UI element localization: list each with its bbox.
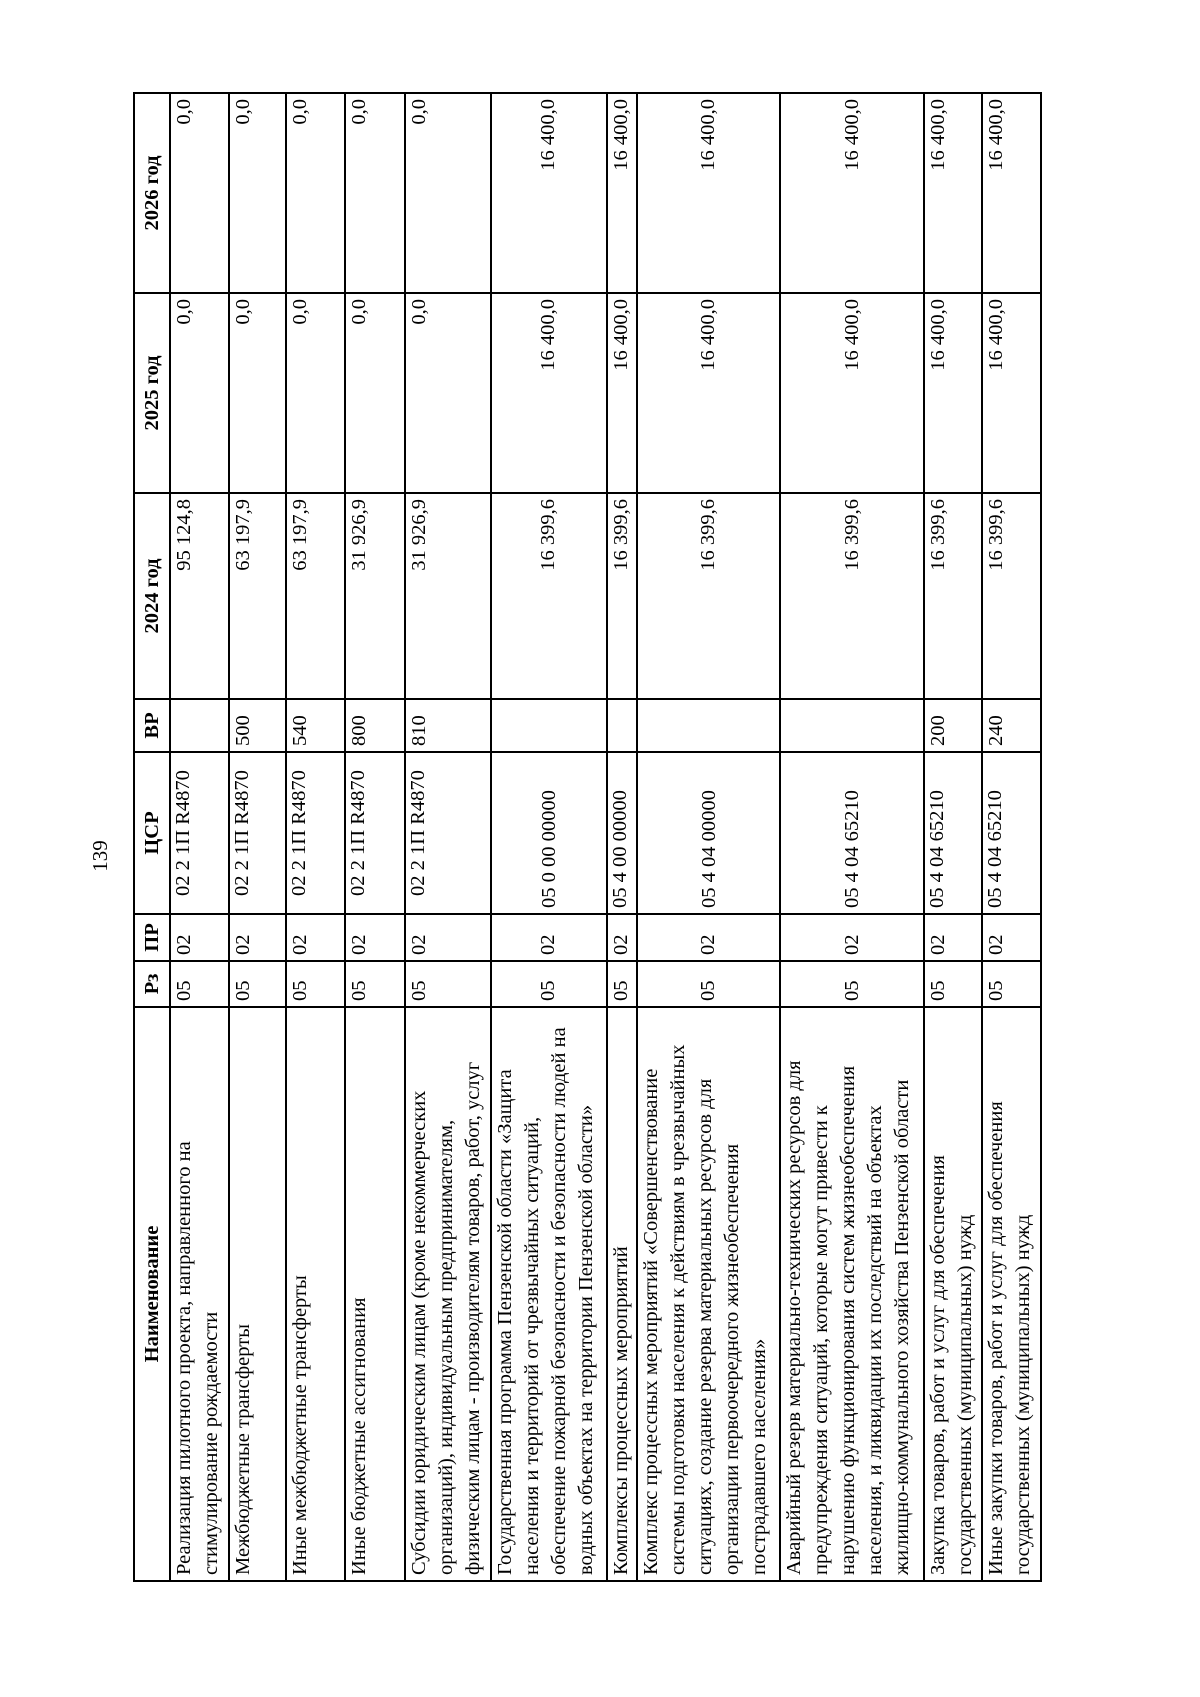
header-name: Наименование — [134, 1007, 170, 1581]
header-vr: ВР — [134, 699, 170, 752]
cell-2024: 31 926,9 — [405, 493, 492, 699]
cell-2026: 16 400,0 — [607, 93, 637, 293]
table-row — [607, 93, 637, 1581]
cell-csr: 02 2 1П R4870 — [345, 752, 405, 914]
cell-name: Субсидии юридическим лицам (кроме некоммерческих организаций), индивидуальным предпринимателям, физическим лицам - производителям товаров, работ, услуг — [405, 1007, 492, 1581]
cell-vr: 810 — [405, 699, 492, 752]
cell-csr: 02 2 1П R4870 — [229, 752, 287, 914]
cell-pr: 02 — [637, 914, 780, 961]
header-2025: 2025 год — [134, 293, 170, 493]
cell-2025: 16 400,0 — [491, 293, 606, 493]
cell-rz: 05 — [607, 961, 637, 1007]
cell-2026: 16 400,0 — [637, 93, 780, 293]
cell-2024: 16 399,6 — [637, 493, 780, 699]
cell-2024: 63 197,9 — [229, 493, 287, 699]
cell-vr — [491, 699, 606, 752]
cell-2026: 0,0 — [170, 93, 229, 293]
cell-rz: 05 — [924, 961, 983, 1007]
cell-rz: 05 — [982, 961, 1041, 1007]
cell-vr: 540 — [286, 699, 345, 752]
cell-csr: 05 0 00 00000 — [491, 752, 606, 914]
cell-2024: 16 399,6 — [607, 493, 637, 699]
table-row — [780, 93, 923, 1581]
cell-2025: 16 400,0 — [780, 293, 923, 493]
cell-rz: 05 — [780, 961, 923, 1007]
table-row — [405, 93, 492, 1581]
table-header-row — [134, 93, 170, 1581]
cell-pr: 02 — [286, 914, 345, 961]
cell-name: Комплексы процессных мероприятий — [607, 1007, 637, 1581]
cell-name: Иные межбюджетные трансферты — [286, 1007, 345, 1581]
cell-rz: 05 — [229, 961, 287, 1007]
table-row — [924, 93, 983, 1581]
cell-pr: 02 — [229, 914, 287, 961]
cell-2026: 16 400,0 — [924, 93, 983, 293]
cell-csr: 05 4 04 65210 — [924, 752, 983, 914]
table-row — [229, 93, 287, 1581]
cell-vr: 500 — [229, 699, 287, 752]
cell-2024: 16 399,6 — [924, 493, 983, 699]
table-row — [982, 93, 1041, 1581]
cell-2025: 0,0 — [229, 293, 287, 493]
table-row — [491, 93, 606, 1581]
cell-csr: 05 4 04 65210 — [780, 752, 923, 914]
cell-rz: 05 — [170, 961, 229, 1007]
cell-name: Комплекс процессных мероприятий «Совершенствование системы подготовки населения к действиям в чрезвычайных ситуациях, создание резерва материальных ресурсов для организации первоочередного жизнеобеспечения пострадавшего населения» — [637, 1007, 780, 1581]
cell-rz: 05 — [286, 961, 345, 1007]
cell-csr: 05 4 04 00000 — [637, 752, 780, 914]
table-row — [345, 93, 405, 1581]
rotated-page-body — [133, 94, 1042, 1582]
cell-vr: 240 — [982, 699, 1041, 752]
cell-csr: 02 2 1П R4870 — [405, 752, 492, 914]
cell-2026: 0,0 — [229, 93, 287, 293]
cell-pr: 02 — [982, 914, 1041, 961]
cell-name: Иные закупки товаров, работ и услуг для обеспечения государственных (муниципальных) нужд — [982, 1007, 1041, 1581]
cell-rz: 05 — [491, 961, 606, 1007]
header-2026: 2026 год — [134, 93, 170, 293]
cell-csr: 05 4 00 00000 — [607, 752, 637, 914]
cell-2025: 0,0 — [170, 293, 229, 493]
cell-rz: 05 — [345, 961, 405, 1007]
table-row — [170, 93, 229, 1581]
cell-name: Государственная программа Пензенской области «Защита населения и территорий от чрезвычайных ситуаций, обеспечение пожарной безопасности и безопасности людей на водных объектах на территории Пензенской области» — [491, 1007, 606, 1581]
cell-vr: 800 — [345, 699, 405, 752]
cell-name: Закупка товаров, работ и услуг для обеспечения государственных (муниципальных) нужд — [924, 1007, 983, 1581]
cell-pr: 02 — [170, 914, 229, 961]
cell-pr: 02 — [405, 914, 492, 961]
cell-2025: 0,0 — [345, 293, 405, 493]
cell-2026: 16 400,0 — [491, 93, 606, 293]
cell-2024: 63 197,9 — [286, 493, 345, 699]
cell-2024: 31 926,9 — [345, 493, 405, 699]
cell-pr: 02 — [924, 914, 983, 961]
cell-rz: 05 — [405, 961, 492, 1007]
cell-name: Аварийный резерв материально-технических ресурсов для предупреждения ситуаций, которые могут привести к нарушению функционирования систем жизнеобеспечения населения, и ликвидации их последствий на объектах жилищно-коммунального хозяйства Пензенской области — [780, 1007, 923, 1581]
table-row — [637, 93, 780, 1581]
cell-vr: 200 — [924, 699, 983, 752]
cell-name: Межбюджетные трансферты — [229, 1007, 287, 1581]
cell-pr: 02 — [607, 914, 637, 961]
table-row — [286, 93, 345, 1581]
cell-csr: 02 2 1П R4870 — [286, 752, 345, 914]
cell-2025: 16 400,0 — [982, 293, 1041, 493]
page-number: 139 — [88, 840, 112, 872]
cell-2025: 0,0 — [405, 293, 492, 493]
header-2024: 2024 год — [134, 493, 170, 699]
cell-2024: 16 399,6 — [780, 493, 923, 699]
cell-2025: 16 400,0 — [924, 293, 983, 493]
cell-vr — [607, 699, 637, 752]
cell-csr: 05 4 04 65210 — [982, 752, 1041, 914]
header-pr: ПР — [134, 914, 170, 961]
cell-2025: 16 400,0 — [607, 293, 637, 493]
cell-2026: 16 400,0 — [780, 93, 923, 293]
header-rz: Рз — [134, 961, 170, 1007]
cell-pr: 02 — [780, 914, 923, 961]
cell-pr: 02 — [491, 914, 606, 961]
cell-rz: 05 — [637, 961, 780, 1007]
cell-2024: 16 399,6 — [982, 493, 1041, 699]
cell-csr: 02 2 1П R4870 — [170, 752, 229, 914]
cell-pr: 02 — [345, 914, 405, 961]
cell-2025: 16 400,0 — [637, 293, 780, 493]
cell-2024: 16 399,6 — [491, 493, 606, 699]
cell-2024: 95 124,8 — [170, 493, 229, 699]
header-csr: ЦСР — [134, 752, 170, 914]
cell-2025: 0,0 — [286, 293, 345, 493]
cell-vr — [637, 699, 780, 752]
budget-table — [133, 92, 1042, 1582]
cell-name: Реализация пилотного проекта, направленного на стимулирование рождаемости — [170, 1007, 229, 1581]
cell-name: Иные бюджетные ассигнования — [345, 1007, 405, 1581]
cell-2026: 0,0 — [405, 93, 492, 293]
cell-2026: 0,0 — [345, 93, 405, 293]
cell-2026: 16 400,0 — [982, 93, 1041, 293]
cell-vr — [170, 699, 229, 752]
cell-vr — [780, 699, 923, 752]
cell-2026: 0,0 — [286, 93, 345, 293]
